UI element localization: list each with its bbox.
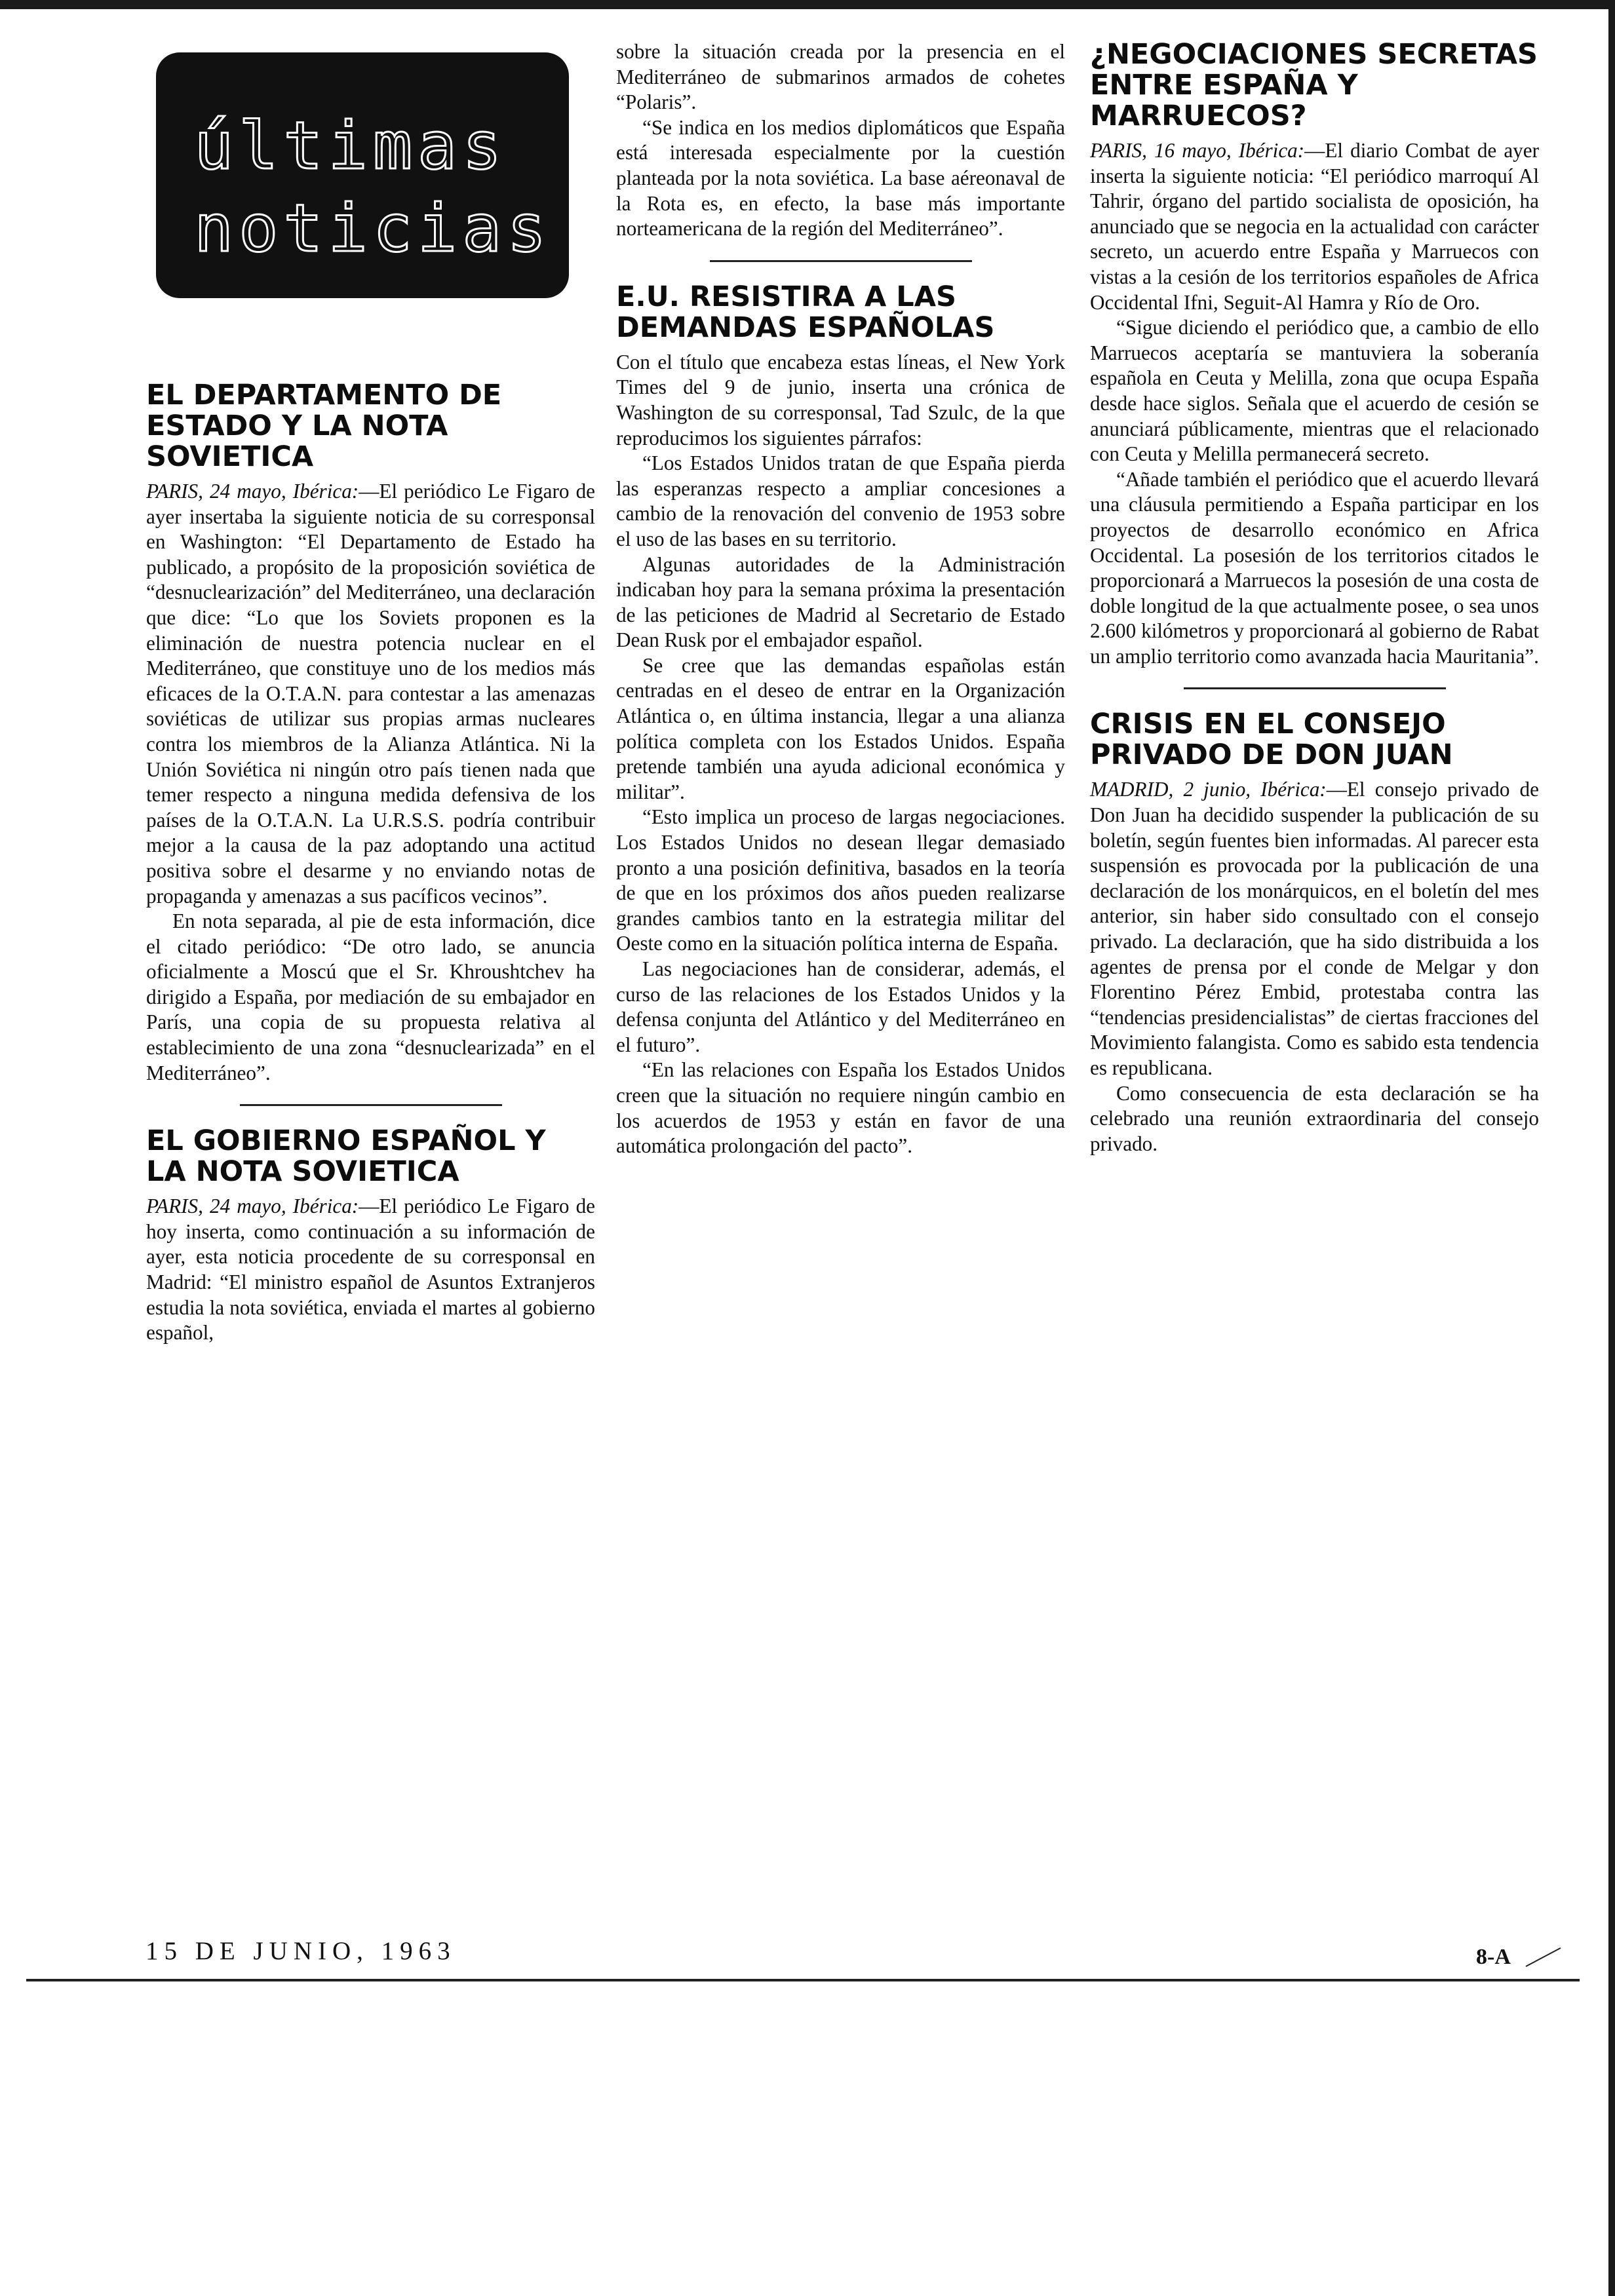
paragraph: “Los Estados Unidos tratan de que España pierda las esperanzas respecto a ampliar concesiones a cambio de la renovación del convenio de 1953 sobre el uso de las bases en su territorio. xyxy=(616,451,1065,550)
paragraph: “Esto implica un proceso de largas negociaciones. Los Estados Unidos no desean llegar demasiado pronto a una posición definitiva, basados en la teoría de que en los próximos dos años pueden realizarse grandes cambios tanto en la estrategia militar del Oeste como en la situación política interna de España. xyxy=(616,805,1065,955)
headline: EL DEPARTAMENTO DE ESTADO Y LA NOTA SOVIETICA xyxy=(146,379,502,473)
column-1 xyxy=(146,39,595,1346)
dateline: PARIS, 24 mayo, Ibérica: xyxy=(146,1195,359,1218)
paragraph: “Se indica en los medios diplomáticos que España está interesada especialmente por la cuestión planteada por la nota soviética. La base aéreonaval de la Rota es, en efecto, la base más importante norteamericana de la región del Mediterráneo”. xyxy=(616,115,1065,240)
article-negociaciones-secretas xyxy=(1090,39,1539,669)
paragraph: Las negociaciones han de considerar, además, el curso de las relaciones de los Estados Unidos y la defensa conjunta del Atlántico y del Mediterráneo en el futuro”. xyxy=(616,957,1065,1056)
headline: CRISIS EN EL CONSEJO PRIVADO DE DON JUAN xyxy=(1090,708,1453,772)
paragraph: MADRID, 2 junio, Ibérica:—El consejo privado de Don Juan ha decidido suspender la publicación de su boletín, según fuentes bien informadas. Al parecer esta suspensión es provocada por la publicación de una declaración de los monárquicos, en el boletín del mes anterior, sin haber sido consultado con el consejo privado. La declaración, que ha sido distribuida a los agentes de prensa por el conde de Melgar y don Florentino Pérez Embid, protestaba contra las “tendencias presidencialistas” de ciertas fracciones del Movimiento falangista. Como es sabido esta tendencia es republicana. xyxy=(1090,778,1539,1079)
article-departamento-estado xyxy=(146,380,595,1086)
page-bottom-rule xyxy=(26,1979,1580,1981)
column-2 xyxy=(616,39,1065,1159)
dateline: MADRID, 2 junio, Ibérica: xyxy=(1090,778,1327,801)
headline: E.U. RESISTIRA A LAS DEMANDAS ESPAÑOLAS xyxy=(616,280,995,344)
masthead-line1: últimas xyxy=(194,107,507,184)
paragraph: Algunas autoridades de la Administración indicaban hoy para la semana próxima la presentación de las peticiones de Madrid al Secretario de Estado Dean Rusk por el embajador español. xyxy=(616,552,1065,652)
article-eu-resistira xyxy=(616,282,1065,1159)
paragraph: PARIS, 24 mayo, Ibérica:—El periódico Le Figaro de hoy inserta, como continuación a su información de ayer, esta noticia procedente de su corresponsal en Madrid: “El ministro español de Asuntos Extranjeros estudia la nota soviética, enviada el martes al gobierno español, xyxy=(146,1195,596,1345)
headline: EL GOBIERNO ESPAÑOL Y LA NOTA SOVIETICA xyxy=(146,1124,546,1189)
paragraph: “En las relaciones con España los Estados Unidos creen que la situación no requiere ningún cambio en los acuerdos de 1953 y están en favor de una automática prolongación del pacto”. xyxy=(616,1058,1065,1158)
corner-mark xyxy=(1526,1947,1561,1967)
column-3 xyxy=(1090,39,1539,1157)
right-border xyxy=(1608,0,1615,2296)
paragraph: PARIS, 24 mayo, Ibérica:—El periódico Le Figaro de ayer insertaba la siguiente noticia de su corresponsal en Washington: “El Departamento de Estado ha publicado, a propósito de la proposición soviética de “desnuclearización” del Mediterráneo, una declaración que dice: “Lo que los Soviets proponen es la eliminación de nuestra potencia nuclear en el Mediterráneo, que constituye uno de los medios más eficaces de la O.T.A.N. para contestar a las amenazas soviéticas de utilizar sus propias armas nucleares contra los miembros de la Alianza Atlántica. Ni la Unión Soviética ni ningún otro país tienen nada que temer respecto a ninguna medida defensiva de los países de la O.T.A.N. La U.R.S.S. podría contribuir mejor a la causa de la paz adoptando una actitud positiva sobre el desarme y no enviando notas de propaganda y amenazas a sus pacíficos vecinos”. xyxy=(146,480,596,908)
headline: ¿NEGOCIACIONES SECRETAS ENTRE ESPAÑA Y MARRUECOS? xyxy=(1090,38,1538,132)
paragraph: PARIS, 16 mayo, Ibérica:—El diario Combat de ayer inserta la siguiente noticia: “El periódico marroquí Al Tahrir, órgano del partido socialista de oposición, ha anunciado que se negocia en la actualidad con carácter secreto, un acuerdo entre España y Marruecos con vistas a la cesión de los territorios españoles de Africa Occidental Ifni, Seguit-Al Hamra y Río de Oro. xyxy=(1090,139,1539,314)
paragraph: Como consecuencia de esta declaración se ha celebrado una reunión extraordinaria del consejo privado. xyxy=(1090,1081,1539,1155)
article-separator xyxy=(710,260,972,262)
paragraph: “Sigue diciendo el periódico que, a cambio de ello Marruecos aceptaría se mantuviera la soberanía española en Ceuta y Melilla, zona que ocupa España desde hace siglos. Señala que el acuerdo de cesión se anunciará públicamente, mientras que el relacionado con Ceuta y Melilla permanecerá secreto. xyxy=(1090,316,1539,466)
dateline: PARIS, 16 mayo, Ibérica: xyxy=(1090,139,1305,162)
article-separator xyxy=(240,1104,502,1106)
article-gobierno-espanol xyxy=(146,1126,595,1346)
paragraph: “Añade también el periódico que el acuerdo llevará una cláusula permitiendo a España participar en los proyectos de desarrollo económico en Africa Occidental. La posesión de los territorios citados le proporcionará a Marruecos la posesión de una costa de doble longitud de la que actualmente posee, o sea unos 2.600 kilómetros y proporcionará al gobierno de Rabat un amplio territorio como avanzada hacia Mauritania”. xyxy=(1090,467,1539,668)
top-border xyxy=(0,0,1615,9)
dateline: PARIS, 24 mayo, Ibérica: xyxy=(146,480,359,503)
paragraph: Con el título que encabeza estas líneas, el New York Times del 9 de junio, inserta una crónica de Washington de su corresponsal, Tad Szulc, de la que reproducimos los siguientes párrafos: xyxy=(616,350,1065,450)
masthead-line2: noticias xyxy=(194,190,552,267)
paragraph: sobre la situación creada por la presencia en el Mediterráneo de submarinos armados de cohetes “Polaris”. xyxy=(616,40,1065,114)
article-crisis-consejo xyxy=(1090,709,1539,1157)
paragraph: Se cree que las demandas españolas están centradas en el deseo de entrar en la Organización Atlántica o, en última instancia, llegar a una alianza política completa con los Estados Unidos. España pretende también una ayuda adicional económica y militar”. xyxy=(616,653,1065,803)
article-separator xyxy=(1184,687,1446,689)
footer-date: 15 DE JUNIO, 1963 xyxy=(146,1937,456,1965)
paragraph: En nota separada, al pie de esta información, dice el citado periódico: “De otro lado, se anuncia oficialmente a Moscú que el Sr. Khroushtchev ha dirigido a España, por mediación de su embajador en París, una copia de su propuesta relativa al establecimiento de una zona “desnuclearizada” en el Mediterráneo”. xyxy=(146,909,595,1084)
page-number: 8-A xyxy=(1476,1945,1511,1969)
